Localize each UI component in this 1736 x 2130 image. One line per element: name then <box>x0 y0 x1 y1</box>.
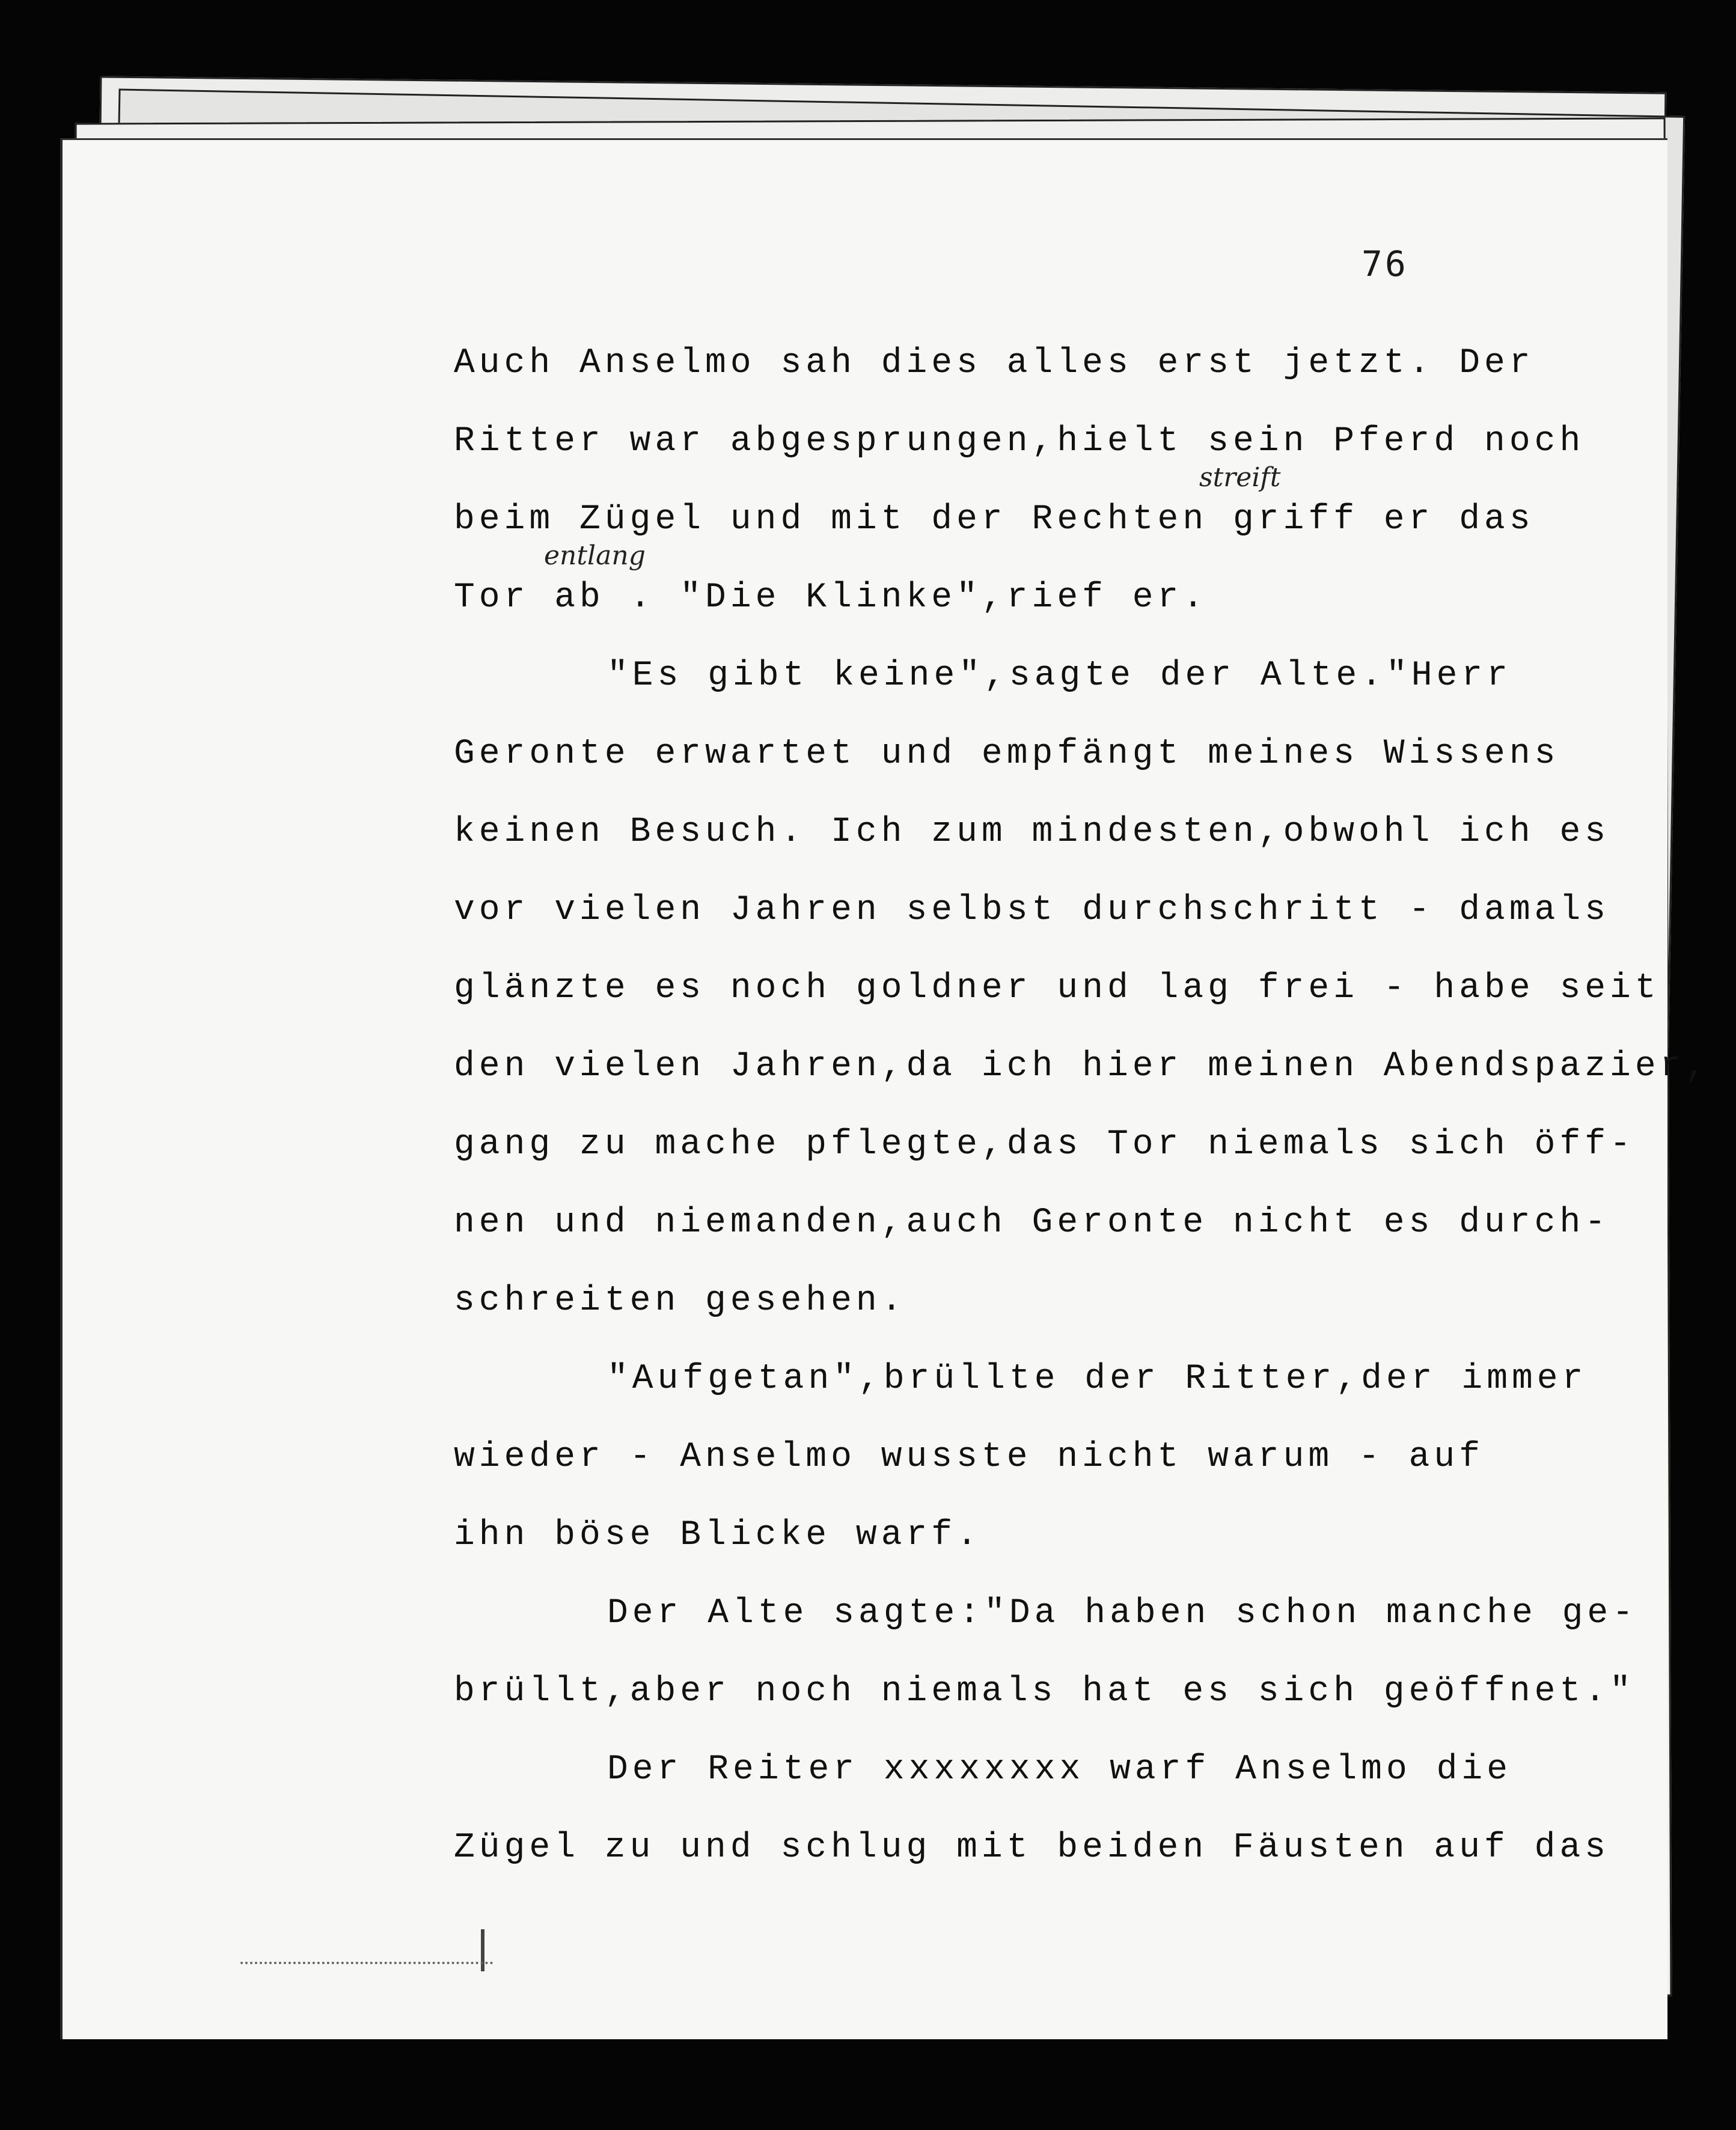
margin-scribble <box>240 1953 493 1964</box>
margin-mark <box>481 1929 484 1971</box>
text-line: glänzte es noch goldner und lag frei - habe seit <box>454 969 1660 1008</box>
text-line: ihn böse Blicke warf. <box>454 1516 982 1555</box>
text-line-content: Tor ab . "Die Klinke",rief er. <box>454 578 1208 617</box>
page-number: 76 <box>1362 243 1408 284</box>
typewritten-text <box>454 325 1711 1887</box>
text-line: Ritter war abgesprungen,hielt sein Pferd noch <box>454 422 1585 461</box>
text-line: Auch Anselmo sah dies alles erst jetzt. Der <box>454 344 1535 383</box>
text-line: den vielen Jahren,da ich hier meinen Abendspazier, <box>454 1047 1711 1086</box>
text-line: "Es gibt keine",sagte der Alte."Herr <box>607 656 1512 695</box>
handwritten-correction: entlang <box>544 540 646 571</box>
text-line: schreiten gesehen. <box>454 1281 906 1320</box>
text-line: nen und niemanden,auch Geronte nicht es durch- <box>454 1203 1610 1242</box>
handwritten-correction: streift <box>1199 462 1281 493</box>
text-line: brüllt,aber noch niemals hat es sich geöffnet." <box>454 1672 1635 1711</box>
text-line: Geronte erwartet und empfängt meines Wissens <box>454 734 1560 774</box>
text-line: "Aufgetan",brüllte der Ritter,der immer <box>607 1359 1588 1399</box>
text-line: gang zu mache pflegte,das Tor niemals sich öff- <box>454 1125 1635 1164</box>
text-line: Der Reiter xxxxxxxx warf Anselmo die <box>607 1750 1512 1789</box>
text-line: vor vielen Jahren selbst durchschritt - damals <box>454 891 1610 930</box>
text-line: Zügel zu und schlug mit beiden Fäusten auf das <box>454 1828 1610 1867</box>
text-line-content: beim Zügel und mit der Rechten griff er das <box>454 500 1535 539</box>
text-line: Der Alte sagte:"Da haben schon manche ge- <box>607 1594 1638 1633</box>
text-line: wieder - Anselmo wusste nicht warum - auf <box>454 1438 1485 1477</box>
text-line <box>454 540 1596 637</box>
text-line: keinen Besuch. Ich zum mindesten,obwohl ich es <box>454 813 1610 852</box>
